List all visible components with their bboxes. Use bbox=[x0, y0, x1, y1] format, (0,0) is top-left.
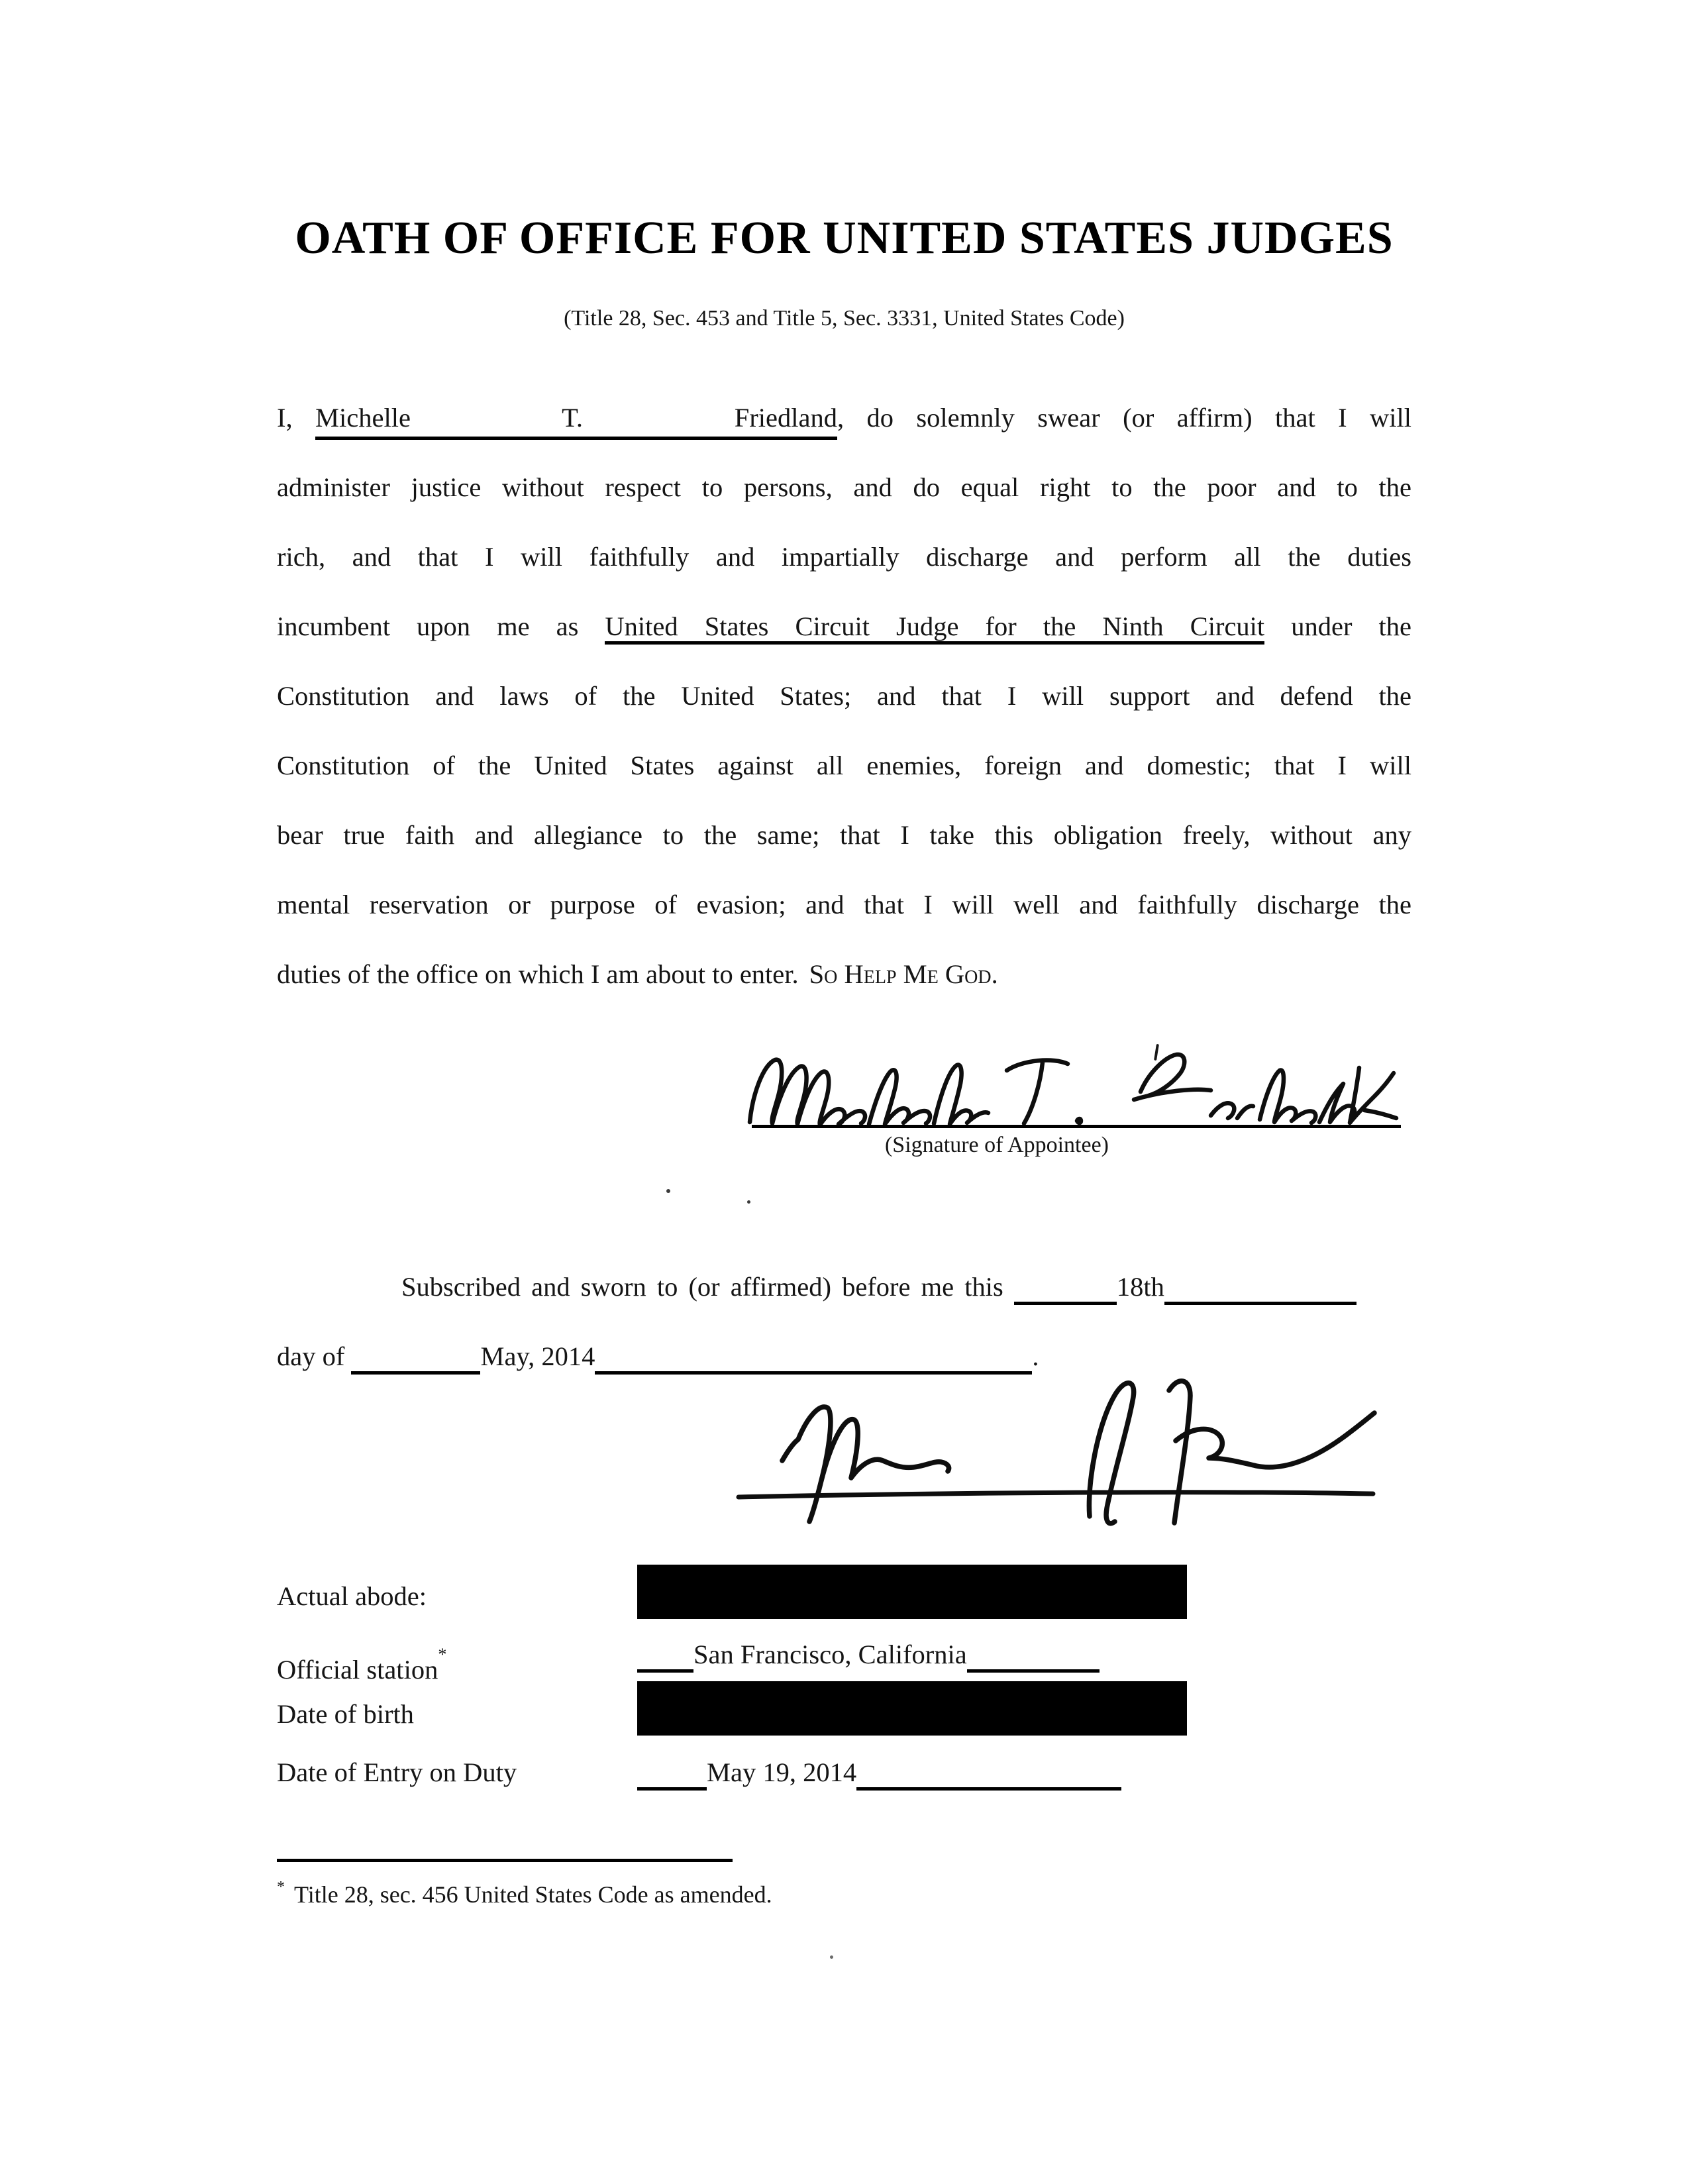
day-value: 18th bbox=[1116, 1272, 1164, 1302]
field-label-date-of-birth: Date of birth bbox=[277, 1699, 414, 1729]
scan-speck bbox=[830, 1955, 833, 1959]
attestation-period: . bbox=[1032, 1341, 1039, 1371]
month-blank-left bbox=[351, 1367, 480, 1375]
oath-line9-prefix: duties of the office on which I am about to enter. bbox=[277, 959, 799, 989]
oath-line-6: Constitution of the United States against all enemies, foreign and domestic; that I will bbox=[277, 751, 1411, 780]
judgeship-title-underlined: United States Circuit Judge for the Ninth Circuit bbox=[605, 611, 1264, 645]
month-year-value: May, 2014 bbox=[480, 1341, 595, 1371]
station-blank-left bbox=[637, 1665, 693, 1673]
oath-line1-prefix: I, bbox=[277, 403, 293, 433]
duty-blank-left bbox=[637, 1783, 707, 1791]
footnote-text: Title 28, sec. 456 United States Code as amended. bbox=[294, 1881, 772, 1908]
day-of-label: day of bbox=[277, 1341, 345, 1371]
document-title: OATH OF OFFICE FOR UNITED STATES JUDGES bbox=[295, 213, 1394, 264]
attestation-line-1 bbox=[277, 1252, 1411, 1322]
oath-line-3: rich, and that I will faithfully and impartially discharge and perform all the duties bbox=[277, 542, 1411, 572]
appointee-name-blank bbox=[315, 399, 837, 440]
appointee-signature-line bbox=[752, 1125, 1401, 1128]
official-station-asterisk: * bbox=[438, 1645, 447, 1664]
oath-line4-prefix: incumbent upon me as bbox=[277, 611, 579, 641]
field-label-official-station bbox=[277, 1636, 446, 1689]
signature-caption: (Signature of Appointee) bbox=[884, 1133, 1109, 1157]
attestation-text: Subscribed and sworn to (or affirmed) before me this bbox=[401, 1272, 1003, 1302]
oath-paragraph bbox=[277, 383, 1411, 1009]
field-value-entry-on-duty bbox=[637, 1754, 1121, 1791]
footnote bbox=[277, 1879, 1204, 1908]
redaction-bar-abode bbox=[637, 1565, 1187, 1619]
oath-line-2: administer justice without respect to persons, and do equal right to the poor and to the bbox=[277, 472, 1411, 502]
so-help-me-god: So Help Me God. bbox=[809, 959, 998, 989]
oath-line-8: mental reservation or purpose of evasion; and that I will well and faithfully discharge the bbox=[277, 890, 1411, 919]
appointee-name: Michelle T. Friedland bbox=[315, 403, 838, 433]
oath-line-7: bear true faith and allegiance to the same; that I take this obligation freely, without any bbox=[277, 820, 1411, 850]
footnote-marker: * bbox=[277, 1879, 285, 1896]
oath-line-5: Constitution and laws of the United States; and that I will support and defend the bbox=[277, 681, 1411, 711]
oath-line-9 bbox=[277, 939, 1411, 1009]
oath-line-1 bbox=[277, 383, 1411, 452]
scan-speck bbox=[747, 1200, 750, 1204]
oath-line4-suffix: under the bbox=[1291, 611, 1411, 641]
footnote-rule bbox=[277, 1859, 733, 1862]
scan-speck bbox=[666, 1189, 670, 1193]
document-subtitle: (Title 28, Sec. 453 and Title 5, Sec. 3331, United States Code) bbox=[564, 306, 1125, 331]
official-station-text: Official station bbox=[277, 1655, 438, 1685]
redaction-bar-birthdate bbox=[637, 1681, 1187, 1736]
duty-value: May 19, 2014 bbox=[707, 1757, 857, 1787]
station-blank-right bbox=[967, 1665, 1100, 1673]
oath-line1-suffix: , do solemnly swear (or affirm) that I will bbox=[837, 403, 1411, 433]
field-label-entry-on-duty: Date of Entry on Duty bbox=[277, 1757, 517, 1787]
day-blank-left bbox=[1014, 1298, 1117, 1305]
field-value-official-station bbox=[637, 1636, 1100, 1673]
oath-line-4 bbox=[277, 592, 1411, 661]
station-value: San Francisco, California bbox=[693, 1639, 967, 1669]
field-label-actual-abode: Actual abode: bbox=[277, 1581, 427, 1611]
duty-blank-right bbox=[856, 1783, 1121, 1791]
officiant-signature bbox=[719, 1361, 1404, 1534]
day-blank-right bbox=[1164, 1298, 1356, 1305]
